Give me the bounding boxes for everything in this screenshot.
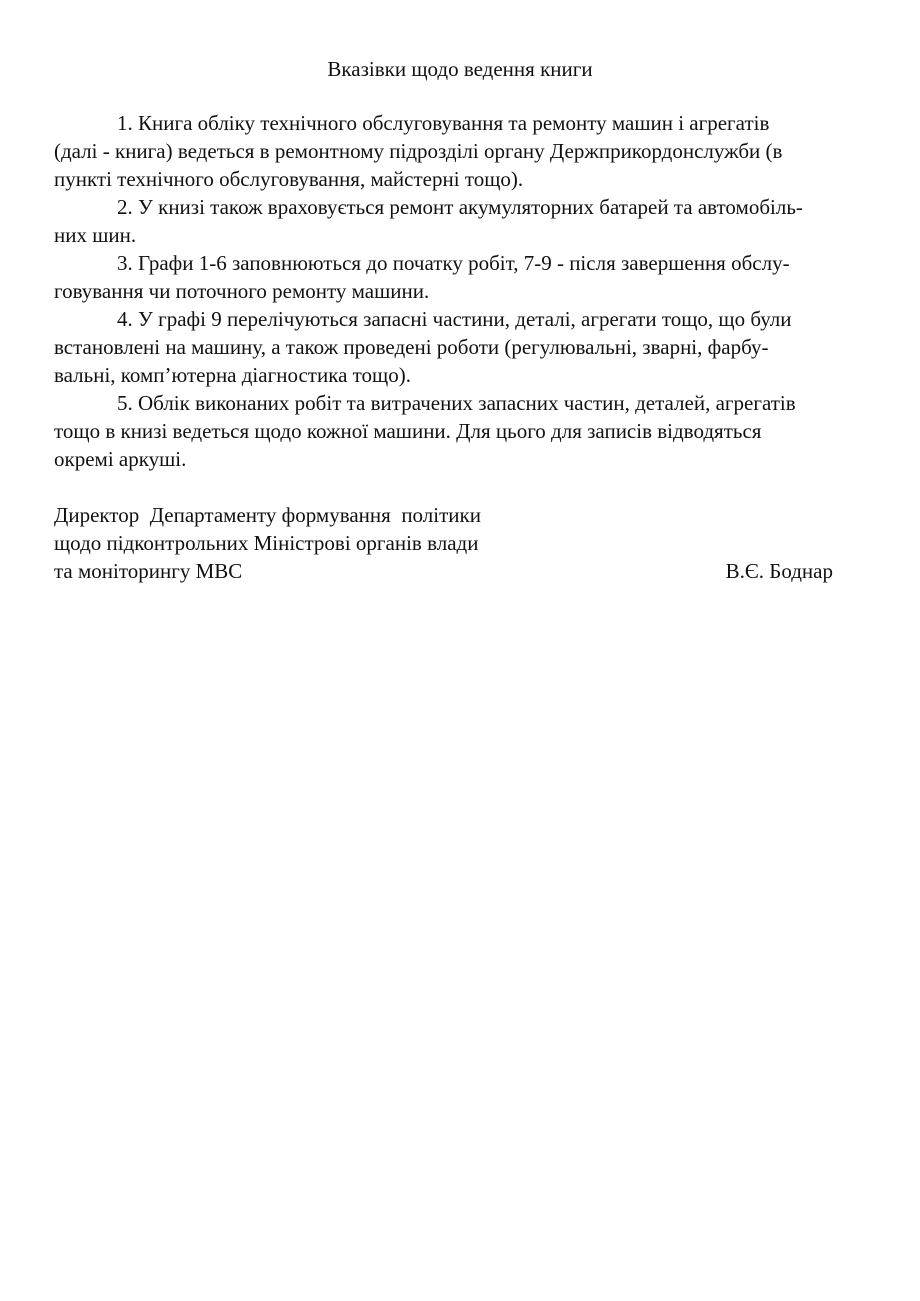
signoff-role-line: щодо підконтрольних Міністрові органів влади bbox=[54, 531, 479, 555]
signoff-role-line: та моніторингу МВС bbox=[54, 559, 243, 583]
body-line: встановлені на машину, а також проведені роботи (регулювальні, зварні, фарбу- bbox=[54, 335, 769, 359]
body-line: 4. У графі 9 перелічуються запасні частини, деталі, агрегати тощо, що були bbox=[117, 307, 792, 331]
signoff-role-line: Директор Департаменту формування політики bbox=[54, 503, 481, 527]
document-body bbox=[0, 109, 920, 585]
body-line: (далі - книга) ведеться в ремонтному підрозділі органу Держприкордонслужби (в bbox=[54, 139, 783, 163]
signature-block bbox=[54, 501, 857, 585]
body-line: 3. Графи 1-6 заповнюються до початку робіт, 7-9 - після завершення обслу- bbox=[117, 251, 790, 275]
body-line: говування чи поточного ремонту машини. bbox=[54, 279, 430, 303]
body-line: вальні, комп’ютерна діагностика тощо). bbox=[54, 363, 411, 387]
signoff-row bbox=[54, 557, 857, 585]
body-line: 5. Облік виконаних робіт та витрачених запасних частин, деталей, агрегатів bbox=[117, 391, 796, 415]
body-line: 1. Книга обліку технічного обслуговування та ремонту машин і агрегатів bbox=[117, 111, 770, 135]
document-title: Вказівки щодо ведення книги bbox=[327, 57, 593, 81]
body-line: окремі аркуші. bbox=[54, 447, 187, 471]
body-line: пункті технічного обслуговування, майстерні тощо). bbox=[54, 167, 524, 191]
body-line: 2. У книзі також враховується ремонт акумуляторних батарей та автомобіль- bbox=[117, 195, 803, 219]
body-line: них шин. bbox=[54, 223, 137, 247]
body-line: тощо в книзі ведеться щодо кожної машини. Для цього для записів відводяться bbox=[54, 419, 762, 443]
signoff-name: В.Є. Боднар bbox=[725, 559, 833, 583]
